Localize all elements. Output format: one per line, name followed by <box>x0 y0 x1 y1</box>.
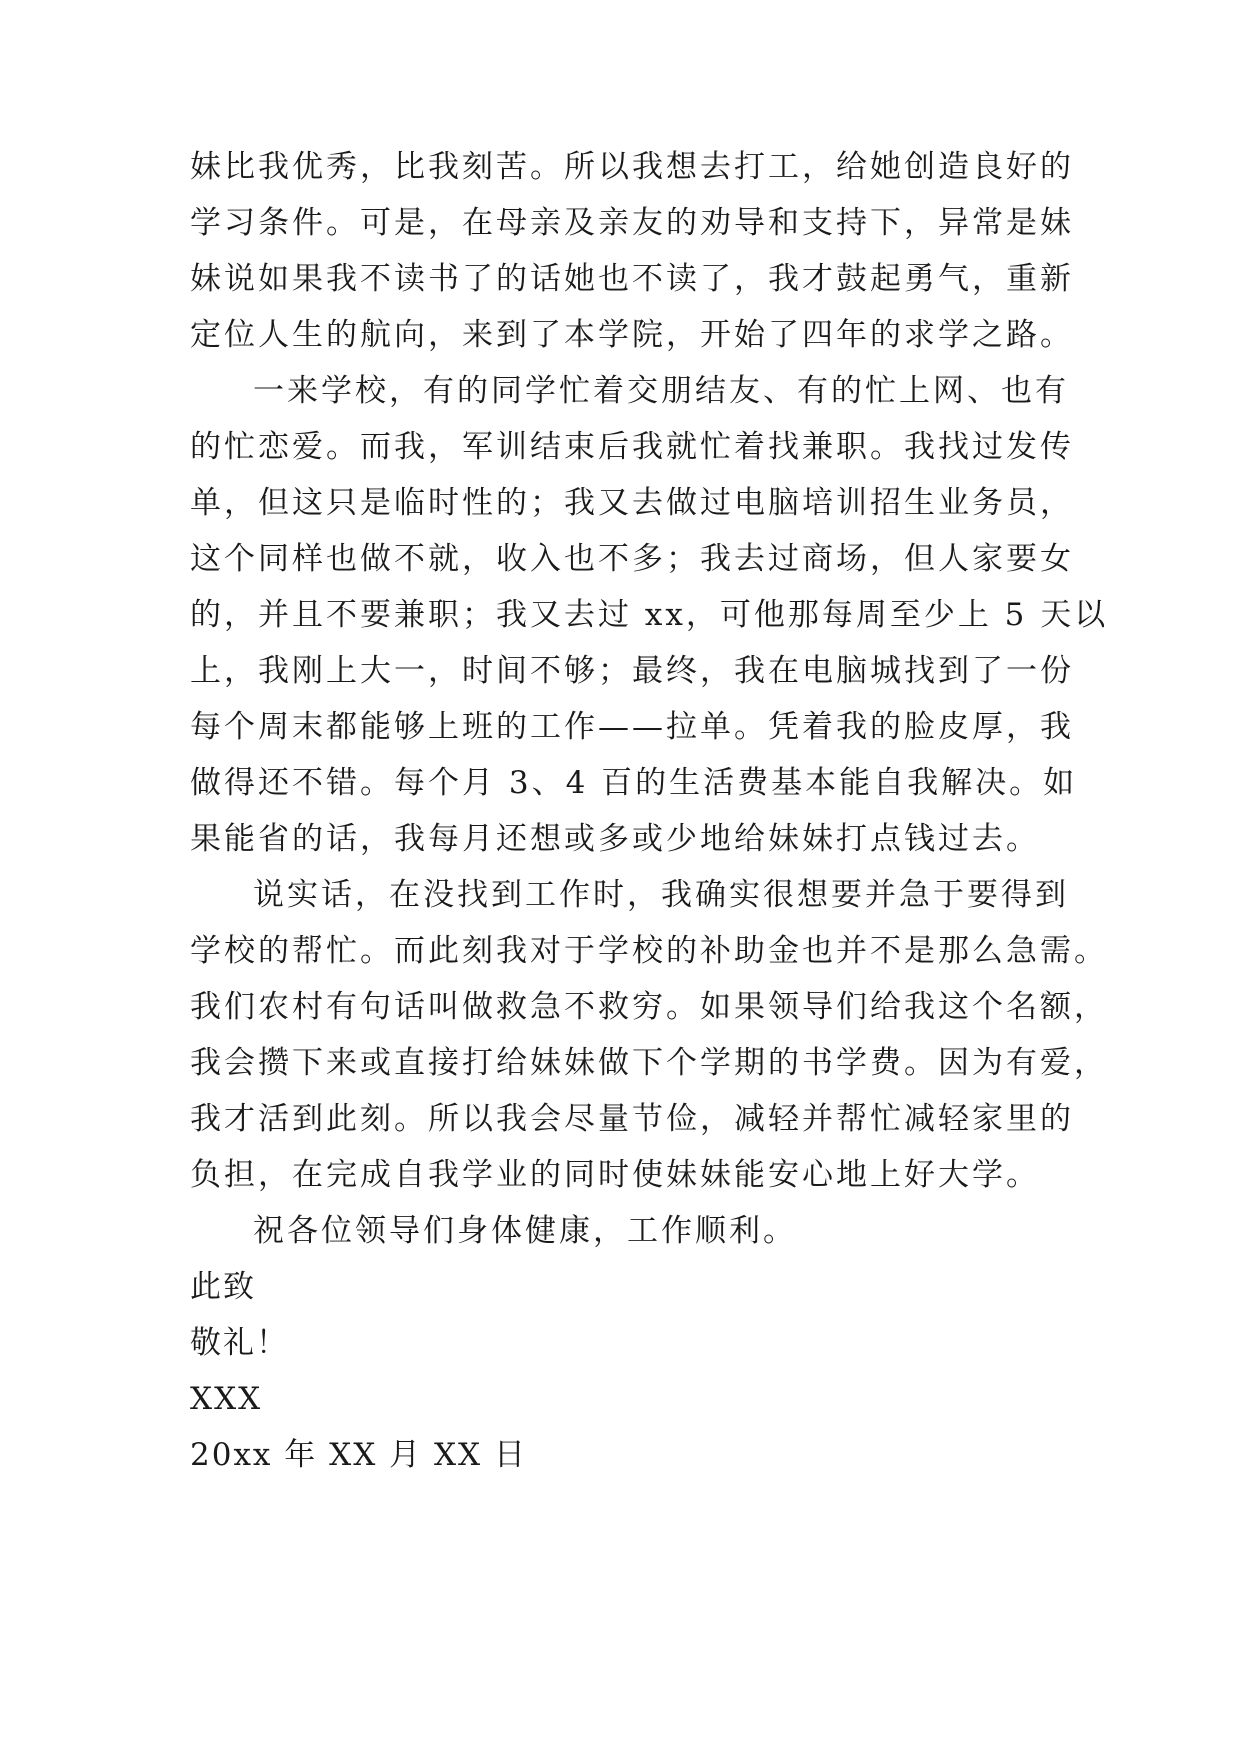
letter-date: 20xx 年 XX 月 XX 日 <box>190 1437 527 1473</box>
closing-regards: 敬礼！ <box>190 1325 289 1361</box>
paragraph-line: 的，并且不要兼职；我又去过 xx，可他那每周至少上 5 天以 <box>190 597 1109 633</box>
paragraph-line: 的忙恋爱。而我，军训结束后我就忙着找兼职。我找过发传 <box>190 429 1074 465</box>
paragraph-line: 说实话，在没找到工作时，我确实很想要并急于要得到 <box>253 877 1069 913</box>
signature: XXX <box>190 1381 263 1417</box>
paragraph-line: 做得还不错。每个月 3、4 百的生活费基本能自我解决。如 <box>190 765 1078 801</box>
paragraph-line: 单，但这只是临时性的；我又去做过电脑培训招生业务员， <box>190 485 1074 521</box>
closing-salutation: 此致 <box>190 1269 256 1305</box>
paragraph-line: 这个同样也做不就，收入也不多；我去过商场，但人家要女 <box>190 541 1074 577</box>
paragraph-line: 学校的帮忙。而此刻我对于学校的补助金也并不是那么急需。 <box>190 933 1108 969</box>
paragraph-line: 我们农村有句话叫做救急不救穷。如果领导们给我这个名额， <box>190 989 1108 1025</box>
paragraph-line: 定位人生的航向，来到了本学院，开始了四年的求学之路。 <box>190 317 1074 353</box>
paragraph-line: 每个周末都能够上班的工作——拉单。凭着我的脸皮厚，我 <box>190 709 1074 745</box>
paragraph-line: 我才活到此刻。所以我会尽量节俭，减轻并帮忙减轻家里的 <box>190 1101 1074 1137</box>
paragraph-line: 妹比我优秀，比我刻苦。所以我想去打工，给她创造良好的 <box>190 149 1074 185</box>
paragraph-line: 负担，在完成自我学业的同时使妹妹能安心地上好大学。 <box>190 1157 1040 1193</box>
paragraph-line: 我会攒下来或直接打给妹妹做下个学期的书学费。因为有爱， <box>190 1045 1108 1081</box>
paragraph-line: 祝各位领导们身体健康，工作顺利。 <box>253 1213 797 1249</box>
paragraph-line: 上，我刚上大一，时间不够；最终，我在电脑城找到了一份 <box>190 653 1074 689</box>
paragraph-line: 妹说如果我不读书了的话她也不读了，我才鼓起勇气，重新 <box>190 261 1074 297</box>
paragraph-line: 果能省的话，我每月还想或多或少地给妹妹打点钱过去。 <box>190 821 1040 857</box>
paragraph-line: 学习条件。可是，在母亲及亲友的劝导和支持下，异常是妹 <box>190 205 1074 241</box>
paragraph-line: 一来学校，有的同学忙着交朋结友、有的忙上网、也有 <box>253 373 1069 409</box>
